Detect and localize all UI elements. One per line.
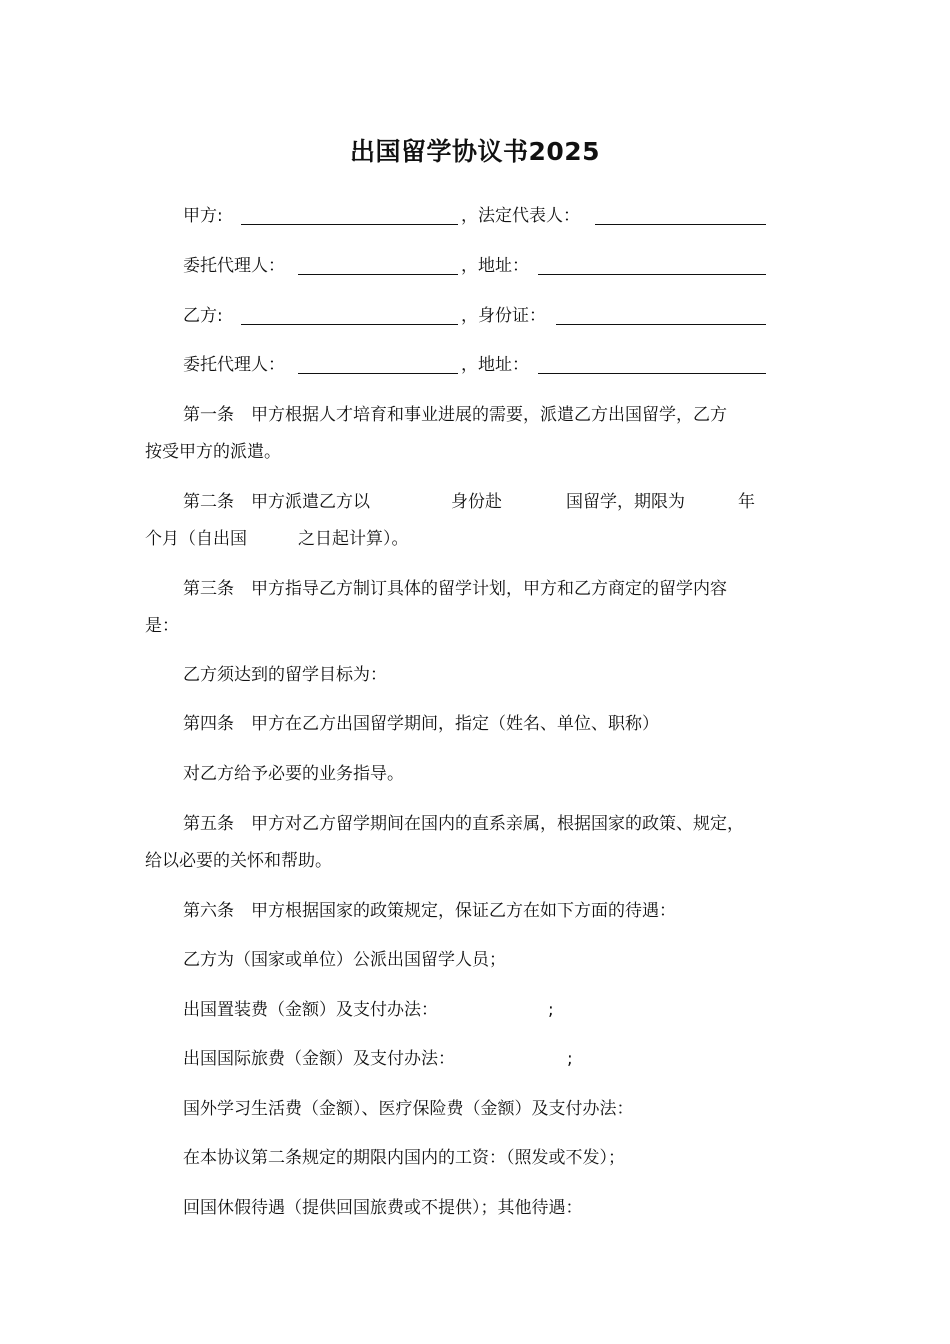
article-3-line-2: 是： <box>145 616 179 636</box>
article-1-line-1: 第一条 甲方根据人才培育和事业进展的需要，派遣乙方出国留学，乙方 <box>183 405 727 425</box>
article-1-line-2: 按受甲方的派遣。 <box>145 442 281 462</box>
outfit-fee: 出国置装费（金额）及支付办法： <box>183 1000 438 1020</box>
article-2-line-2-part-2: 之日起计算）。 <box>298 529 409 549</box>
party-b-blank <box>241 324 458 325</box>
agent-a-label: 委托代理人： <box>183 256 285 276</box>
domestic-salary: 在本协议第二条规定的期限内国内的工资：（照发或不发）； <box>183 1148 625 1168</box>
article-5-line-1: 第五条 甲方对乙方留学期间在国内的直系亲属，根据国家的政策、规定， <box>183 814 744 834</box>
party-a-blank <box>241 224 458 225</box>
address-b-label: ，地址： <box>461 355 529 375</box>
study-goal: 乙方须达到的留学目标为： <box>183 665 387 685</box>
article-2-line-2-part-1: 个月（自出国 <box>145 529 247 549</box>
article-2-part-1: 第二条 甲方派遣乙方以 <box>183 492 370 512</box>
travel-fee-end: ; <box>567 1049 573 1069</box>
article-3-line-1: 第三条 甲方指导乙方制订具体的留学计划，甲方和乙方商定的留学内容 <box>183 579 727 599</box>
article-6-line-1: 第六条 甲方根据国家的政策规定，保证乙方在如下方面的待遇： <box>183 901 676 921</box>
treatment-status: 乙方为（国家或单位）公派出国留学人员； <box>183 950 506 970</box>
party-a-label: 甲方: <box>183 206 223 226</box>
outfit-fee-end: ; <box>548 1000 554 1020</box>
legal-rep-label: ，法定代表人： <box>461 206 580 226</box>
address-b-blank <box>538 373 766 374</box>
legal-rep-blank <box>595 224 766 225</box>
living-medical-fee: 国外学习生活费（金额）、医疗保险费（金额）及支付办法： <box>183 1099 634 1119</box>
article-4-line-1: 第四条 甲方在乙方出国留学期间，指定（姓名、单位、职称） <box>183 714 659 734</box>
party-b-label: 乙方: <box>183 306 223 326</box>
agent-b-label: 委托代理人： <box>183 355 285 375</box>
address-a-blank <box>538 274 766 275</box>
article-4-line-2: 对乙方给予必要的业务指导。 <box>183 764 404 784</box>
travel-fee: 出国国际旅费（金额）及支付办法： <box>183 1049 455 1069</box>
id-card-blank <box>556 324 766 325</box>
article-2-part-4: 年 <box>738 492 755 512</box>
agent-a-blank <box>298 274 458 275</box>
article-2-part-3: 国留学，期限为 <box>566 492 685 512</box>
agent-b-blank <box>298 373 458 374</box>
home-leave: 回国休假待遇（提供回国旅费或不提供）；其他待遇： <box>183 1198 583 1218</box>
id-card-label: ，身份证： <box>461 306 546 326</box>
article-2-part-2: 身份赴 <box>451 492 502 512</box>
article-5-line-2: 给以必要的关怀和帮助。 <box>145 851 332 871</box>
document-title: 出国留学协议书2025 <box>349 137 601 166</box>
address-a-label: ，地址： <box>461 256 529 276</box>
